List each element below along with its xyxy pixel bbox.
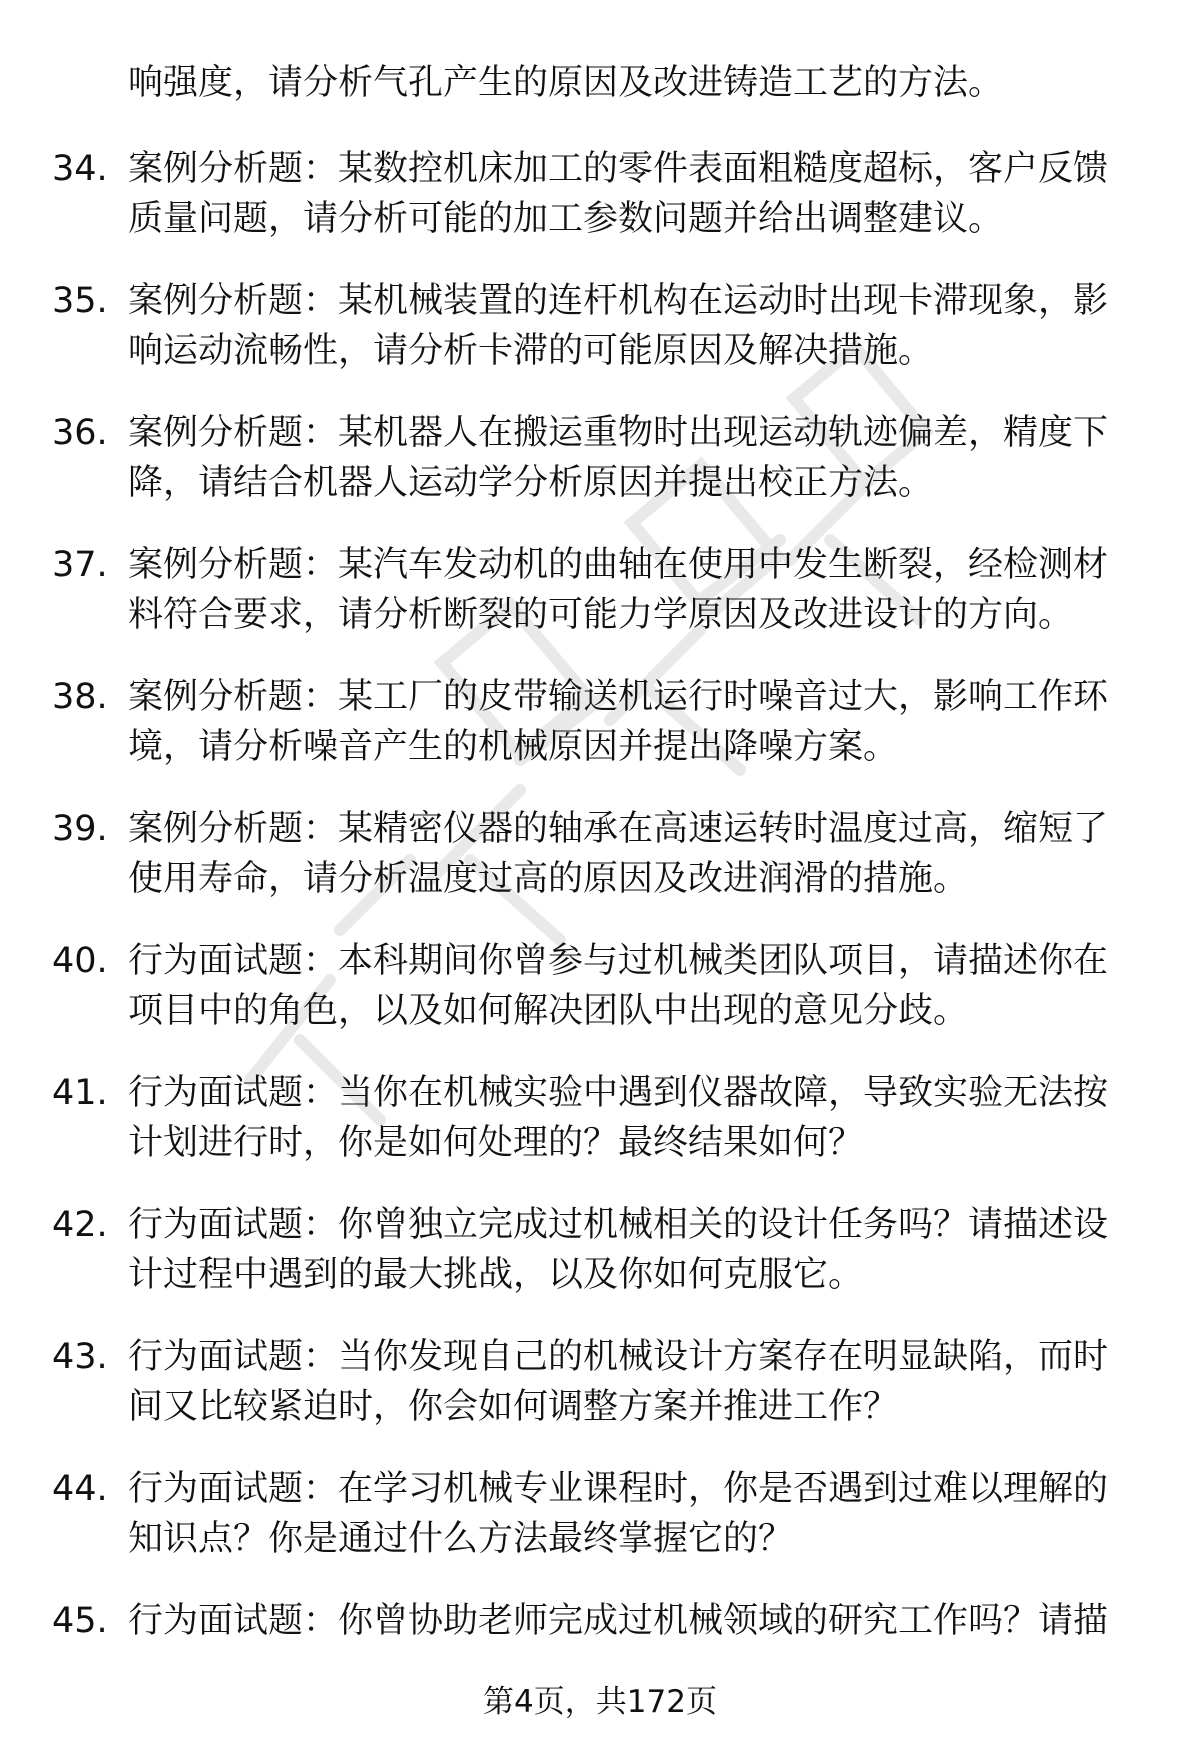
list-item	[52, 1332, 1152, 1464]
question-line: 使用寿命，请分析温度过高的原因及改进润滑的措施。	[128, 859, 969, 899]
list-item	[52, 1068, 1152, 1200]
question-text	[128, 144, 1150, 244]
question-number: 39.	[52, 809, 108, 849]
question-line: 案例分析题：某工厂的皮带输送机运行时噪音过大，影响工作环	[128, 677, 1109, 717]
question-list	[52, 144, 1152, 1728]
question-line: 行为面试题：当你发现自己的机械设计方案存在明显缺陷，而时	[128, 1337, 1109, 1377]
list-item	[52, 144, 1152, 276]
question-line: 间又比较紧迫时，你会如何调整方案并推进工作？	[128, 1387, 899, 1427]
question-text	[128, 1596, 1150, 1646]
question-text	[128, 540, 1150, 640]
question-line: 行为面试题：当你在机械实验中遇到仪器故障，导致实验无法按	[128, 1073, 1109, 1113]
list-item	[52, 936, 1152, 1068]
question-line: 案例分析题：某汽车发动机的曲轴在使用中发生断裂，经检测材	[128, 545, 1109, 585]
question-line: 响运动流畅性，请分析卡滞的可能原因及解决措施。	[128, 331, 934, 371]
list-item	[52, 1200, 1152, 1332]
question-line: 质量问题，请分析可能的加工参数问题并给出调整建议。	[128, 199, 1004, 239]
list-item	[52, 672, 1152, 804]
question-text	[128, 276, 1150, 376]
question-line: 案例分析题：某机械装置的连杆机构在运动时出现卡滞现象，影	[128, 281, 1109, 321]
question-line: 项目中的角色，以及如何解决团队中出现的意见分歧。	[128, 991, 969, 1031]
question-text	[128, 804, 1150, 904]
question-text	[128, 1200, 1150, 1300]
question-number: 40.	[52, 941, 108, 981]
question-number: 38.	[52, 677, 108, 717]
question-number: 43.	[52, 1337, 108, 1377]
question-line: 行为面试题：在学习机械专业课程时，你是否遇到过难以理解的	[128, 1469, 1109, 1509]
question-number: 34.	[52, 149, 108, 189]
question-number: 41.	[52, 1073, 108, 1113]
question-line: 料符合要求，请分析断裂的可能力学原因及改进设计的方向。	[128, 595, 1074, 635]
list-item	[52, 1464, 1152, 1596]
question-line: 知识点？你是通过什么方法最终掌握它的？	[128, 1519, 794, 1559]
question-number: 35.	[52, 281, 108, 321]
list-item	[52, 408, 1152, 540]
question-number: 37.	[52, 545, 108, 585]
question-line: 行为面试题：你曾独立完成过机械相关的设计任务吗？请描述设	[128, 1205, 1109, 1245]
list-item	[52, 540, 1152, 672]
question-line: 计过程中遇到的最大挑战，以及你如何克服它。	[128, 1255, 864, 1295]
question-text	[128, 1332, 1150, 1432]
question-line: 行为面试题：本科期间你曾参与过机械类团队项目，请描述你在	[128, 941, 1109, 981]
question-number: 42.	[52, 1205, 108, 1245]
list-item	[52, 276, 1152, 408]
page-footer: 第4页，共172页	[483, 1684, 717, 1720]
question-line: 计划进行时，你是如何处理的？最终结果如何？	[128, 1123, 864, 1163]
question-line: 案例分析题：某数控机床加工的零件表面粗糙度超标，客户反馈	[128, 149, 1109, 189]
question-number: 36.	[52, 413, 108, 453]
question-line: 案例分析题：某精密仪器的轴承在高速运转时温度过高，缩短了	[128, 809, 1109, 849]
list-item	[52, 804, 1152, 936]
question-text	[128, 1464, 1150, 1564]
question-text	[128, 408, 1150, 508]
continuation-text: 响强度，请分析气孔产生的原因及改进铸造工艺的方法。	[128, 63, 1004, 103]
question-text	[128, 672, 1150, 772]
question-number: 45.	[52, 1601, 108, 1641]
question-line: 降，请结合机器人运动学分析原因并提出校正方法。	[128, 463, 934, 503]
question-text	[128, 936, 1150, 1036]
question-number: 44.	[52, 1469, 108, 1509]
question-line: 行为面试题：你曾协助老师完成过机械领域的研究工作吗？请描	[128, 1601, 1109, 1641]
question-line: 境，请分析噪音产生的机械原因并提出降噪方案。	[128, 727, 899, 767]
question-line: 案例分析题：某机器人在搬运重物时出现运动轨迹偏差，精度下	[128, 413, 1109, 453]
question-text	[128, 1068, 1150, 1168]
